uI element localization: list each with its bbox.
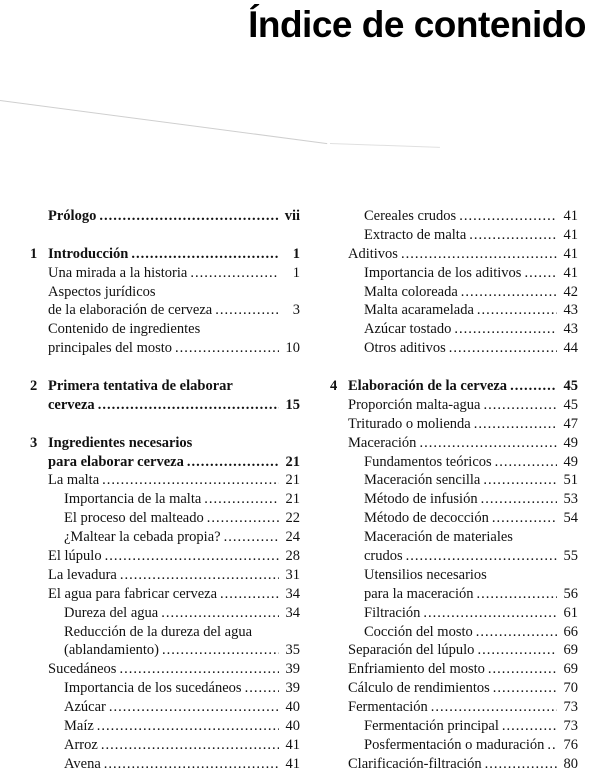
toc-entry: [330, 226, 578, 245]
toc-entry-page: 44: [563, 340, 578, 357]
toc-entry-title: La malta: [48, 472, 100, 489]
toc-entry: [330, 641, 578, 660]
dot-leader: [175, 339, 279, 358]
toc-entry-title: de la elaboración de cerveza: [48, 302, 213, 319]
toc-entry-page: 1: [292, 264, 300, 281]
toc-entry: [30, 471, 300, 490]
toc-entry: [30, 434, 300, 453]
dot-leader: [459, 207, 557, 226]
toc-entry: [30, 566, 300, 585]
toc-entry-title: Cálculo de rendimientos: [348, 680, 490, 697]
scan-artifact-line: [330, 143, 440, 148]
toc-entry: [30, 547, 300, 566]
dot-leader: [119, 660, 279, 679]
dot-leader: [220, 585, 279, 604]
toc-entry: [330, 264, 578, 283]
toc-entry-page: 61: [563, 604, 578, 621]
dot-leader: [104, 755, 279, 774]
toc-entry-title: principales del mosto: [48, 340, 173, 357]
dot-leader: [483, 471, 557, 490]
toc-entry: [30, 623, 300, 642]
toc-entry: [330, 453, 578, 472]
dot-leader: [204, 490, 279, 509]
toc-entry-title: Fermentación: [348, 699, 428, 716]
toc-entry: [30, 377, 300, 396]
toc-left-column: [30, 207, 300, 774]
toc-entry-page: vii: [284, 208, 300, 224]
dot-leader: [401, 245, 557, 264]
toc-entry-page: 22: [285, 510, 300, 527]
toc-entry: [30, 453, 300, 472]
dot-leader: [449, 339, 557, 358]
toc-entry: [330, 415, 578, 434]
toc-entry: [330, 471, 578, 490]
toc-entry: [30, 585, 300, 604]
dot-leader: [510, 377, 557, 396]
dot-leader: [190, 264, 279, 283]
toc-right-column: [330, 207, 578, 774]
toc-entry-page: 28: [285, 548, 300, 565]
toc-entry-title: Prólogo: [48, 208, 97, 224]
toc-entry: [330, 679, 578, 698]
toc-entry-title: El proceso del malteado: [64, 510, 204, 527]
dot-leader: [109, 698, 279, 717]
toc-entry: [30, 717, 300, 736]
toc-entry: [330, 566, 578, 585]
section-spacer: [30, 226, 300, 245]
toc-entry: [30, 698, 300, 717]
page-title: Índice de contenido: [248, 4, 586, 45]
dot-leader: [97, 717, 279, 736]
toc-entry-page: 41: [285, 736, 300, 753]
toc-entry-page: 51: [563, 472, 578, 489]
toc-entry-title: Malta coloreada: [364, 283, 458, 300]
toc-entry-title: (ablandamiento): [64, 642, 160, 659]
toc-entry-page: 54: [563, 510, 578, 527]
toc-entry: [330, 245, 578, 264]
toc-entry-title: Maceración de materiales: [364, 529, 513, 546]
toc-entry: [30, 660, 300, 679]
toc-entry: [30, 339, 300, 358]
toc-entry-title: Filtración: [364, 604, 421, 621]
toc-entry: [330, 528, 578, 547]
toc-entry-page: 41: [563, 208, 578, 224]
toc-entry-page: 40: [285, 718, 300, 735]
toc-entry-page: 10: [285, 340, 300, 357]
section-spacer: [30, 358, 300, 377]
toc-entry-title: Cocción del mosto: [364, 623, 473, 640]
toc-entry-page: 15: [285, 396, 300, 413]
toc-entry-page: 40: [285, 699, 300, 716]
toc-entry: [330, 509, 578, 528]
toc-entry: [330, 623, 578, 642]
toc-entry: [30, 736, 300, 755]
dot-leader: [477, 641, 557, 660]
toc-entry-title: Una mirada a la historia: [48, 264, 188, 281]
toc-entry-page: 76: [563, 736, 578, 753]
dot-leader: [488, 660, 557, 679]
toc-entry: [330, 604, 578, 623]
toc-entry: [30, 528, 300, 547]
toc-entry: [330, 207, 578, 226]
dot-leader: [162, 641, 279, 660]
toc-entry-page: 49: [563, 453, 578, 470]
toc-entry: [30, 301, 300, 320]
toc-entry-title: Dureza del agua: [64, 604, 159, 621]
toc-entry: [330, 755, 578, 774]
dot-leader: [524, 264, 557, 283]
toc-entry-title: El agua para fabricar cerveza: [48, 585, 218, 602]
toc-entry-title: Ingredientes necesarios: [48, 434, 193, 451]
dot-leader: [99, 207, 279, 226]
toc-entry-title: Enfriamiento del mosto: [348, 661, 485, 678]
chapter-number: 3: [30, 434, 38, 451]
dot-leader: [98, 396, 279, 415]
toc-entry-page: 21: [285, 453, 300, 470]
dot-leader: [406, 547, 557, 566]
dot-leader: [469, 226, 557, 245]
toc-entry: [30, 604, 300, 623]
toc-entry: [30, 245, 300, 264]
toc-entry-title: Aspectos jurídicos: [48, 283, 156, 300]
toc-entry-title: Maceración: [348, 434, 417, 451]
toc-entry: [30, 755, 300, 774]
toc-entry: [330, 377, 578, 396]
toc-entry: [330, 490, 578, 509]
toc-entry-page: 34: [285, 604, 300, 621]
toc-entry: [30, 490, 300, 509]
dot-leader: [161, 604, 279, 623]
toc-entry-page: 39: [285, 680, 300, 697]
dot-leader: [502, 717, 557, 736]
toc-entry-title: Primera tentativa de elaborar: [48, 378, 233, 395]
toc-entry: [330, 547, 578, 566]
toc-entry-title: ¿Maltear la cebada propia?: [64, 529, 221, 546]
toc-entry-page: 43: [563, 302, 578, 319]
toc-entry-page: 73: [563, 718, 578, 735]
toc-entry-title: Reducción de la dureza del agua: [64, 623, 253, 640]
toc-entry-title: El lúpulo: [48, 548, 102, 565]
toc-entry-page: 21: [285, 472, 300, 489]
toc-entry-title: Otros aditivos: [364, 340, 446, 357]
toc-entry-page: 41: [285, 755, 300, 772]
toc-entry-page: 55: [563, 548, 578, 565]
dot-leader: [102, 471, 279, 490]
dot-leader: [419, 434, 557, 453]
toc-entry: [330, 434, 578, 453]
toc-entry-page: 1: [292, 245, 300, 262]
toc-entry-page: 69: [563, 642, 578, 659]
toc-entry-title: Azúcar tostado: [364, 321, 452, 338]
dot-leader: [483, 396, 557, 415]
chapter-number: 4: [330, 378, 338, 395]
dot-leader: [423, 604, 557, 623]
dot-leader: [131, 245, 279, 264]
dot-leader: [461, 283, 557, 302]
toc-entry-title: Avena: [64, 755, 101, 772]
toc-entry-page: 41: [563, 264, 578, 281]
toc-entry-page: 45: [563, 378, 578, 395]
toc-entry-title: Fermentación principal: [364, 718, 499, 735]
toc-entry-page: 39: [285, 661, 300, 678]
dot-leader: [476, 585, 557, 604]
toc-entry: [30, 509, 300, 528]
toc-entry-page: 80: [563, 755, 578, 772]
section-spacer: [330, 358, 578, 377]
toc-entry-title: Introducción: [48, 245, 129, 262]
toc-entry-page: 43: [563, 321, 578, 338]
toc-entry-title: para elaborar cerveza: [48, 453, 184, 470]
toc-entry: [330, 339, 578, 358]
dot-leader: [485, 755, 557, 774]
toc-entry-page: 3: [292, 302, 300, 319]
toc-entry: [330, 660, 578, 679]
dot-leader: [101, 736, 279, 755]
toc-entry: [330, 698, 578, 717]
toc-entry-title: Elaboración de la cerveza: [348, 378, 508, 395]
toc-entry-title: Importancia de los aditivos: [364, 264, 522, 281]
toc-entry-page: 53: [563, 491, 578, 508]
dot-leader: [207, 509, 279, 528]
toc-entry-title: para la maceración: [364, 585, 474, 602]
toc-entry-page: 41: [563, 226, 578, 243]
toc-entry: [30, 396, 300, 415]
toc-entry: [30, 207, 300, 226]
chapter-number: 2: [30, 378, 38, 395]
dot-leader: [454, 320, 557, 339]
scan-artifact-line: [0, 100, 327, 144]
dot-leader: [493, 679, 557, 698]
toc-entry-title: Clarificación-filtración: [348, 755, 482, 772]
toc-entry-title: crudos: [364, 548, 403, 565]
toc-entry-page: 34: [285, 585, 300, 602]
toc-entry-title: Cereales crudos: [364, 208, 457, 224]
toc-entry-page: 42: [563, 283, 578, 300]
dot-leader: [187, 453, 279, 472]
toc-entry-page: 41: [563, 245, 578, 262]
toc-entry-page: 73: [563, 699, 578, 716]
toc-entry: [30, 283, 300, 302]
toc-entry: [330, 396, 578, 415]
toc-entry-title: Aditivos: [348, 245, 398, 262]
toc-entry-page: 47: [563, 415, 578, 432]
dot-leader: [215, 301, 279, 320]
toc-entry-title: Maíz: [64, 718, 94, 735]
toc-entry-title: Método de infusión: [364, 491, 478, 508]
toc-entry-page: 70: [563, 680, 578, 697]
dot-leader: [492, 509, 557, 528]
dot-leader: [245, 679, 279, 698]
toc-entry: [330, 301, 578, 320]
dot-leader: [481, 490, 557, 509]
toc-entry-title: Importancia de la malta: [64, 491, 202, 508]
toc-entry-page: 45: [563, 396, 578, 413]
dot-leader: [477, 301, 557, 320]
toc-entry: [330, 736, 578, 755]
dot-leader: [105, 547, 279, 566]
toc-entry: [330, 283, 578, 302]
toc-entry-title: Utensilios necesarios: [364, 566, 487, 583]
chapter-number: 1: [30, 245, 38, 262]
toc-entry-page: 56: [563, 585, 578, 602]
toc-entry-title: Posfermentación o maduración: [364, 736, 545, 753]
toc-entry-title: Método de decocción: [364, 510, 489, 527]
toc-entry-page: 69: [563, 661, 578, 678]
toc-entry-title: Maceración sencilla: [364, 472, 481, 489]
toc-entry-title: Proporción malta-agua: [348, 396, 481, 413]
toc-entry: [330, 717, 578, 736]
dot-leader: [474, 415, 557, 434]
toc-entry-title: Importancia de los sucedáneos: [64, 680, 242, 697]
toc-entry-title: Extracto de malta: [364, 226, 467, 243]
toc-entry-page: 49: [563, 434, 578, 451]
toc-entry-title: Malta acaramelada: [364, 302, 474, 319]
toc-entry-page: 66: [563, 623, 578, 640]
toc-entry-page: 21: [285, 491, 300, 508]
dot-leader: [547, 736, 557, 755]
toc-entry-title: Triturado o molienda: [348, 415, 471, 432]
dot-leader: [476, 623, 557, 642]
toc-entry: [330, 320, 578, 339]
toc-entry-title: Azúcar: [64, 699, 106, 716]
dot-leader: [120, 566, 279, 585]
toc-entry: [30, 320, 300, 339]
dot-leader: [224, 528, 279, 547]
toc-entry-title: La levadura: [48, 566, 117, 583]
toc-entry: [330, 585, 578, 604]
dot-leader: [495, 453, 557, 472]
toc-entry-title: Separación del lúpulo: [348, 642, 475, 659]
toc-entry-page: 31: [285, 566, 300, 583]
toc-entry: [30, 679, 300, 698]
dot-leader: [431, 698, 557, 717]
toc-entry-page: 24: [285, 529, 300, 546]
toc-entry-title: Contenido de ingredientes: [48, 321, 201, 338]
toc-entry-page: 35: [285, 642, 300, 659]
toc-entry-title: Fundamentos teóricos: [364, 453, 492, 470]
toc-entry-title: Arroz: [64, 736, 98, 753]
section-spacer: [30, 415, 300, 434]
toc-entry-title: Sucedáneos: [48, 661, 117, 678]
toc-entry-title: cerveza: [48, 396, 95, 413]
toc-entry: [30, 264, 300, 283]
toc-entry: [30, 641, 300, 660]
